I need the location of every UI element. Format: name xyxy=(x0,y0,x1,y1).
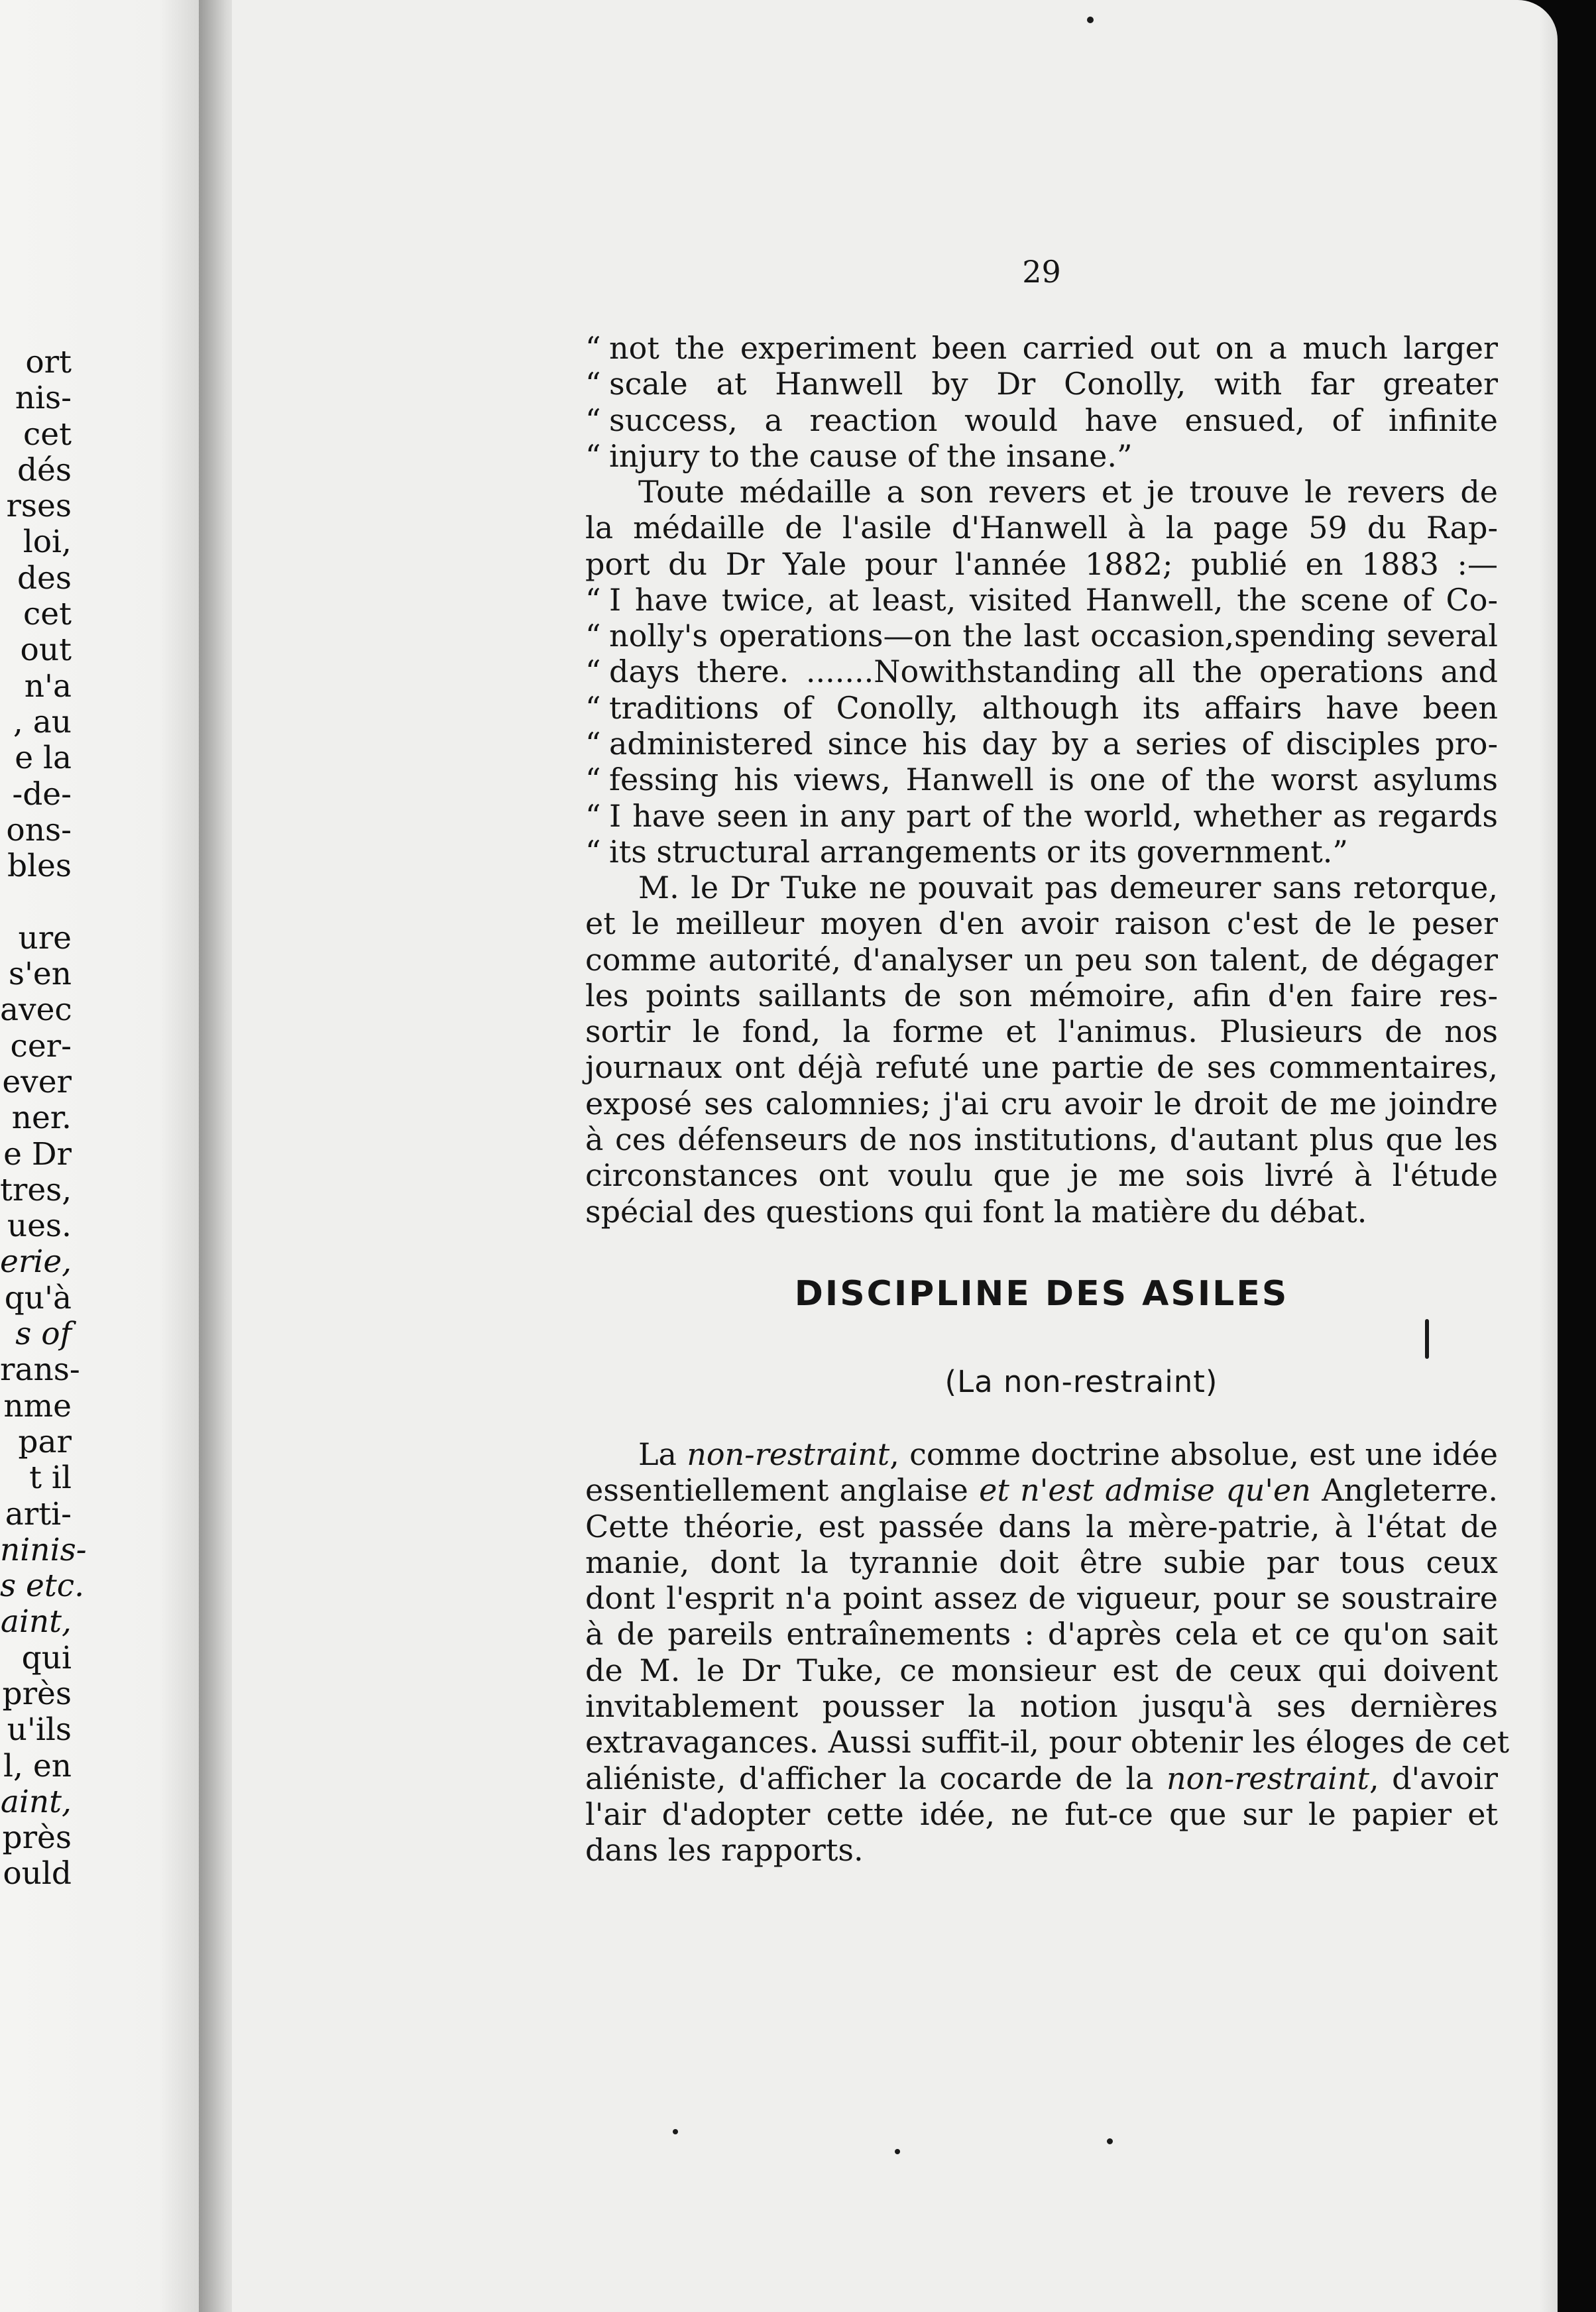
previous-page-line: qui xyxy=(21,1639,72,1676)
previous-page-line: n'a xyxy=(24,667,72,705)
text-line: circonstances ont voulu que je me sois livré à l'étude xyxy=(585,1157,1498,1194)
text-line: de M. le Dr Tuke, ce monsieur est de ceux qui doivent xyxy=(585,1652,1498,1688)
previous-page-line: , au xyxy=(13,703,72,740)
previous-page-line: ons- xyxy=(6,811,72,848)
quote-mark: “ xyxy=(585,330,601,366)
quote-mark: “ xyxy=(585,366,601,402)
text-line: manie, dont la tyrannie doit être subie par tous ceux xyxy=(585,1544,1498,1580)
text-line: “ not the experiment been carried out on a much larger xyxy=(585,330,1498,366)
text-line: les points saillants de son mémoire, afin d'en faire res- xyxy=(585,977,1498,1013)
tuke-rebuttal-paragraph xyxy=(585,870,1498,1230)
text-line: Cette théorie, est passée dans la mère-patrie, à l'état de xyxy=(585,1508,1498,1544)
non-restraint-paragraph xyxy=(585,1436,1510,1869)
previous-page-line: rses xyxy=(6,488,72,525)
text-line: essentiellement anglaise et n'est admise qu'en Angleterre. xyxy=(585,1472,1498,1509)
text-line: Toute médaille a son revers et je trouve le revers de xyxy=(638,474,1498,510)
text-line: spécial des questions qui font la matière du débat. xyxy=(585,1193,1367,1230)
text-line: La non-restraint, comme doctrine absolue, est une idée xyxy=(638,1436,1499,1472)
text-line: journaux ont déjà refuté une partie de ses commentaires, xyxy=(585,1049,1498,1086)
previous-page-line: l, en xyxy=(3,1747,72,1784)
text-line: “ administered since his day by a series of disciples pro- xyxy=(585,726,1498,762)
previous-page-line: ner. xyxy=(11,1100,72,1137)
previous-page-text-edge xyxy=(0,344,87,1892)
text-line: “ traditions of Conolly, although its affairs have been xyxy=(585,689,1498,726)
previous-page-line: aint, xyxy=(0,1783,72,1820)
text-line: “ I have twice, at least, visited Hanwell, the scene of Co- xyxy=(585,581,1498,618)
previous-page-line: arti- xyxy=(5,1495,72,1532)
quote-mark: “ xyxy=(585,762,601,798)
previous-page-line: dés xyxy=(17,451,72,489)
medal-reverse-paragraph xyxy=(585,474,1498,870)
previous-page-line: ninis- xyxy=(0,1531,87,1568)
previous-page-line: nis- xyxy=(15,380,72,417)
previous-page-fragment xyxy=(0,0,199,2312)
previous-page-line: cer- xyxy=(10,1027,72,1065)
text-line: dans les rapports. xyxy=(585,1832,864,1869)
quote-mark: “ xyxy=(585,797,601,834)
previous-page-line: s etc. xyxy=(0,1568,85,1605)
text-line: port du Dr Yale pour l'année 1882; publié en 1883 :— xyxy=(585,546,1498,582)
previous-page-line: qu'à xyxy=(4,1279,72,1316)
previous-page-line: -de- xyxy=(12,776,72,813)
quote-continuation-paragraph xyxy=(585,330,1498,474)
previous-page-line: près xyxy=(2,1675,72,1712)
scan-speck xyxy=(673,2129,678,2134)
previous-page-line: ould xyxy=(3,1855,72,1892)
previous-page-line: nme xyxy=(3,1387,72,1424)
previous-page-line: loi, xyxy=(23,524,72,561)
previous-page-line: erie, xyxy=(0,1243,72,1281)
text-line: “ its structural arrangements or its government.” xyxy=(585,833,1348,870)
text-line: “ injury to the cause of the insane.” xyxy=(585,437,1133,474)
quote-mark: “ xyxy=(585,581,601,618)
quote-mark: “ xyxy=(585,618,601,654)
previous-page-line: tres, xyxy=(0,1171,72,1208)
page-number: 29 xyxy=(1022,254,1061,290)
text-line: la médaille de l'asile d'Hanwell à la page 59 du Rap- xyxy=(585,510,1498,546)
text-line: comme autorité, d'analyser un peu son talent, de dégager xyxy=(585,941,1498,978)
quote-mark: “ xyxy=(585,654,601,690)
previous-page-line: out xyxy=(20,632,72,669)
text-line: “ nolly's operations—on the last occasion,spending several xyxy=(585,618,1498,654)
previous-page-line: ever xyxy=(2,1063,72,1100)
previous-page-line: e la xyxy=(15,740,72,777)
previous-page-line: e Dr xyxy=(3,1135,72,1173)
previous-page-line: cet xyxy=(23,416,72,453)
text-line: invitablement pousser la notion jusqu'à ses dernières xyxy=(585,1688,1498,1725)
previous-page-line: rans- xyxy=(0,1352,80,1389)
current-page xyxy=(232,0,1558,2312)
text-line: extravagances. Aussi suffit-il, pour obtenir les éloges de cet xyxy=(585,1724,1510,1761)
text-line: à de pareils entraînements : d'après cela et ce qu'on sait xyxy=(585,1616,1498,1652)
text-line: “ success, a reaction would have ensued, of infinite xyxy=(585,402,1498,438)
previous-page-line: ort xyxy=(25,344,72,380)
text-line: M. le Dr Tuke ne pouvait pas demeurer sans retorque, xyxy=(638,870,1498,905)
previous-page-line: avec xyxy=(0,992,72,1029)
quote-mark: “ xyxy=(585,726,601,762)
text-line: et le meilleur moyen d'en avoir raison c'est de le peser xyxy=(585,905,1498,942)
scan-speck xyxy=(895,2149,900,2154)
previous-page-line: u'ils xyxy=(7,1711,72,1749)
previous-page-line: des xyxy=(17,559,72,597)
text-line: exposé ses calomnies; j'ai cru avoir le droit de me joindre xyxy=(585,1085,1498,1122)
section-subheading: (La non-restraint) xyxy=(944,1364,1218,1399)
text-line: aliéniste, d'afficher la cocarde de la non-restraint, d'avoir xyxy=(585,1760,1498,1796)
previous-page-line xyxy=(0,884,72,920)
text-line: à ces défenseurs de nos institutions, d'autant plus que les xyxy=(585,1122,1498,1158)
scan-speck xyxy=(1107,2138,1113,2144)
text-line: “ I have seen in any part of the world, whether as regards xyxy=(585,797,1498,834)
previous-page-line: aint, xyxy=(0,1603,72,1641)
text-line: “ days there. .......Nowithstanding all the operations and xyxy=(585,654,1498,690)
previous-page-line: s of xyxy=(15,1316,72,1353)
text-line: dont l'esprit n'a point assez de vigueur, pour se soustraire xyxy=(585,1580,1498,1617)
text-line: sortir le fond, la forme et l'animus. Plusieurs de nos xyxy=(585,1013,1498,1050)
quote-mark: “ xyxy=(585,833,601,870)
quote-mark: “ xyxy=(585,437,601,474)
text-line: l'air d'adopter cette idée, ne fut-ce que sur le papier et xyxy=(585,1796,1498,1832)
text-line: “ fessing his views, Hanwell is one of the worst asylums xyxy=(585,762,1498,798)
previous-page-line: cet xyxy=(23,596,72,633)
quote-mark: “ xyxy=(585,402,601,438)
previous-page-line: s'en xyxy=(8,956,72,993)
previous-page-line: bles xyxy=(7,848,72,885)
scan-speck xyxy=(1087,17,1094,23)
previous-page-line: près xyxy=(2,1820,72,1857)
quote-mark: “ xyxy=(585,689,601,726)
text-line: “ scale at Hanwell by Dr Conolly, with far greater xyxy=(585,366,1498,402)
previous-page-line: ure xyxy=(18,919,72,956)
previous-page-line: t il xyxy=(29,1460,72,1497)
previous-page-line: ues. xyxy=(7,1208,72,1245)
scan-speck xyxy=(1425,1319,1429,1359)
section-heading: DISCIPLINE DES ASILES xyxy=(794,1274,1289,1314)
previous-page-line: par xyxy=(18,1423,72,1460)
